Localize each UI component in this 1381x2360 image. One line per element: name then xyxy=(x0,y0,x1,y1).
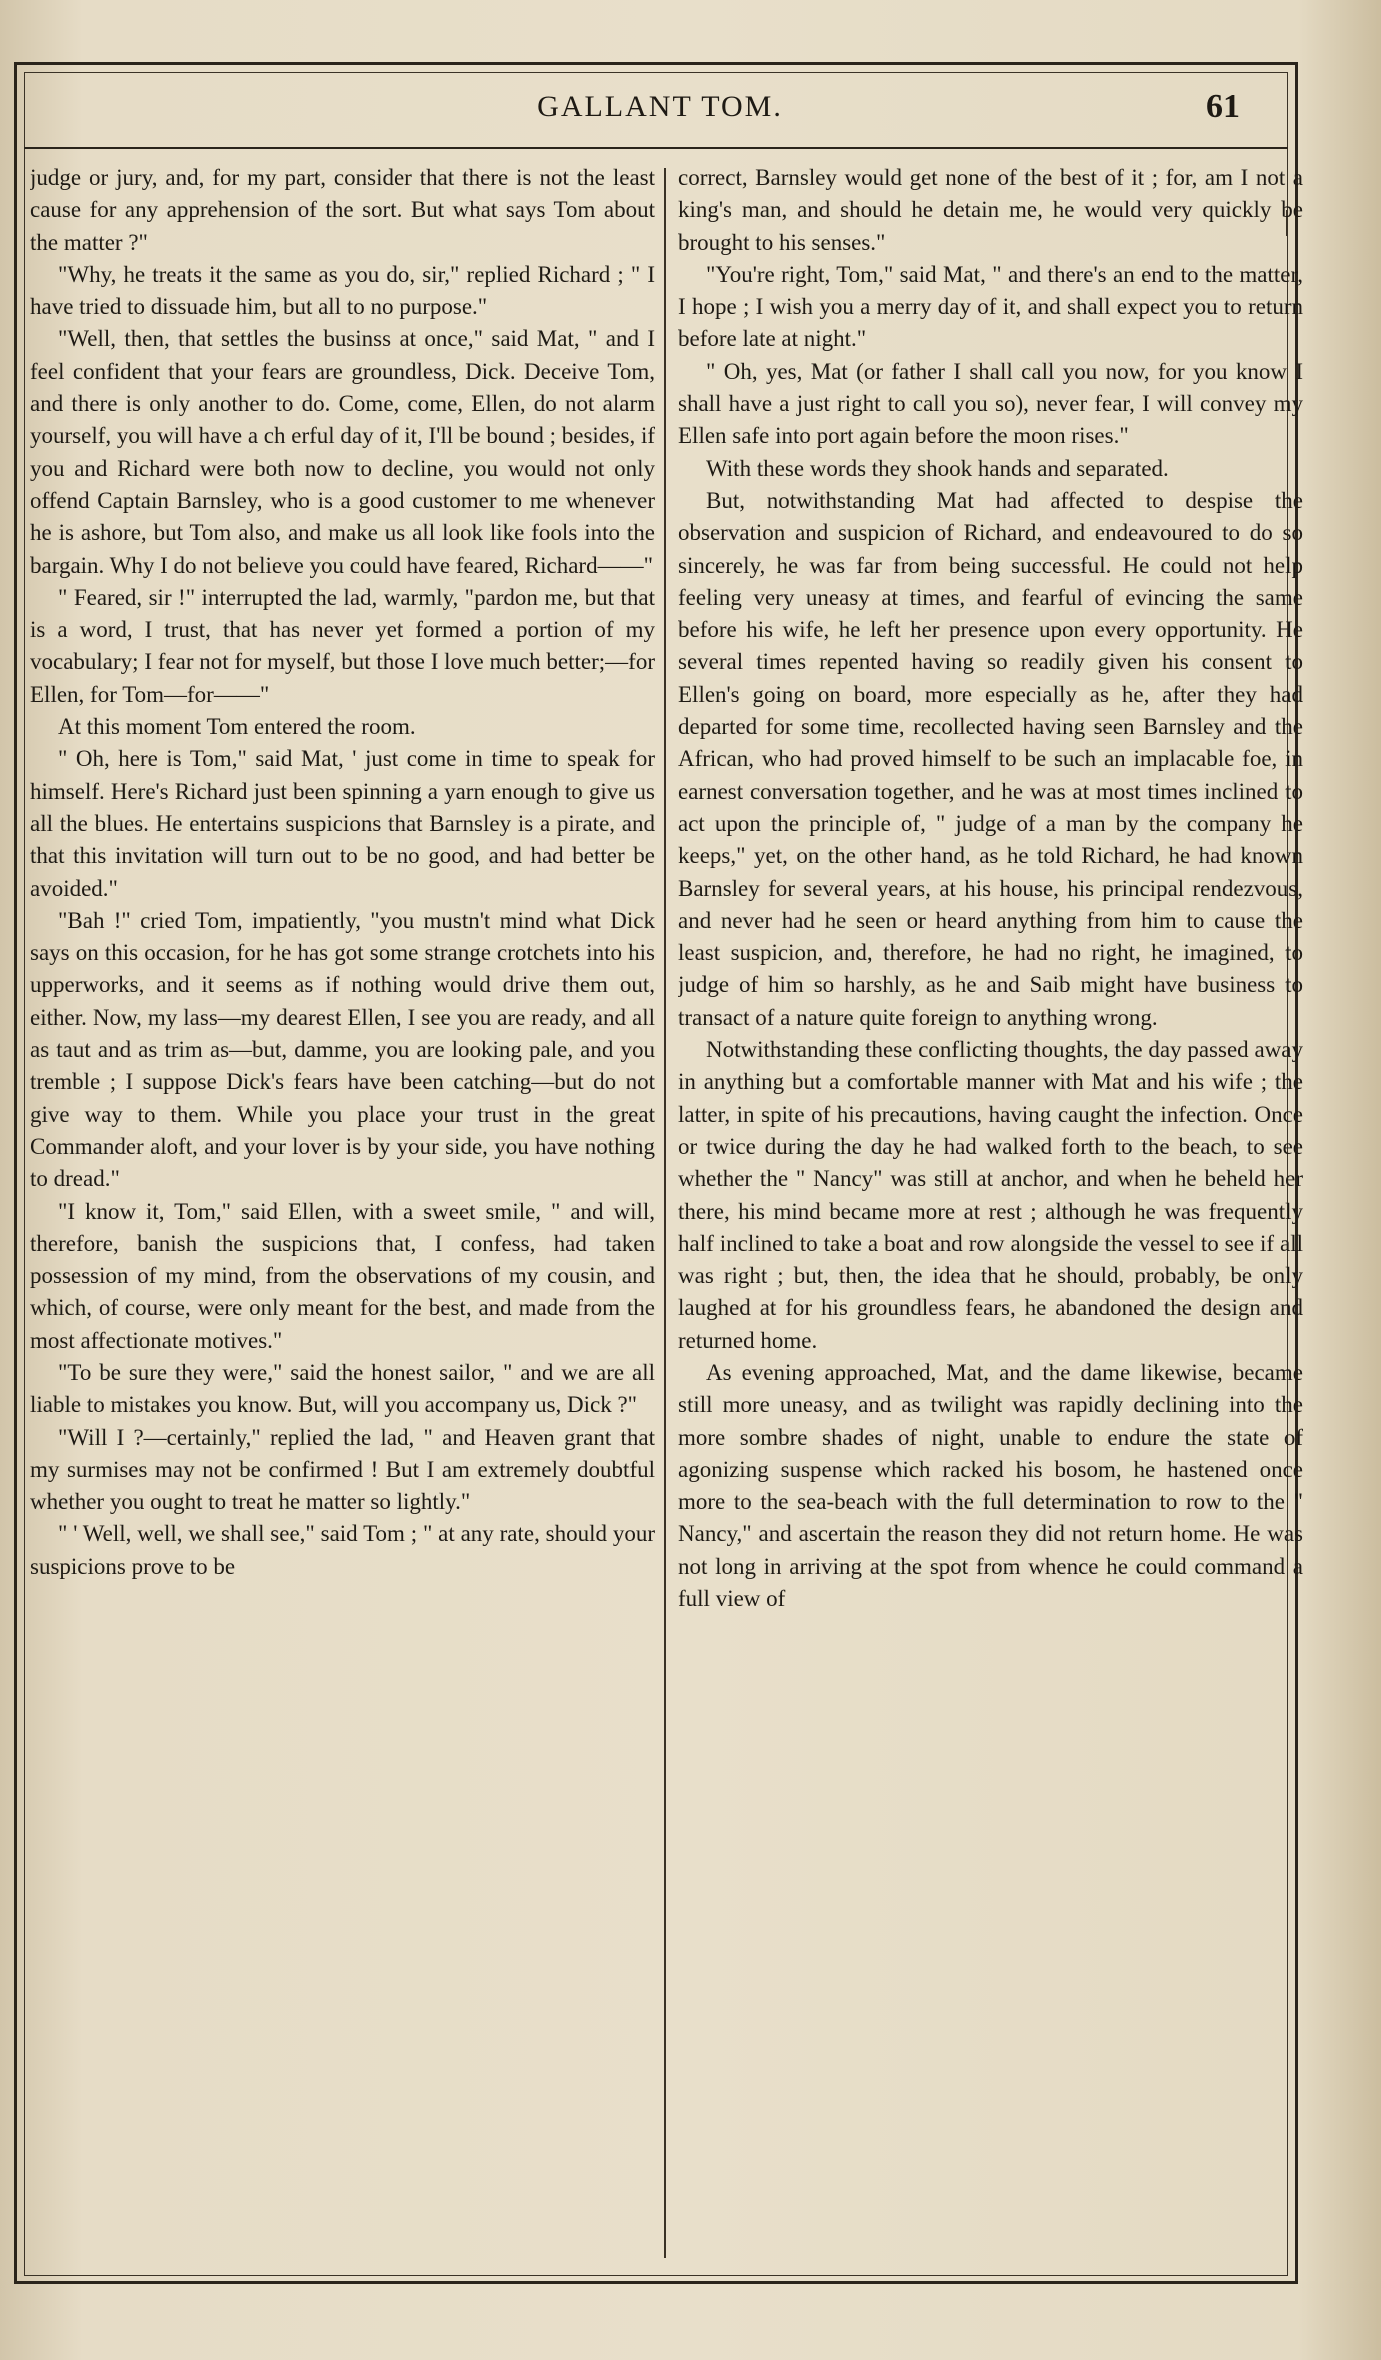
header-rule xyxy=(24,147,1288,149)
paragraph: "You're right, Tom," said Mat, " and there's an end to the matter, I hope ; I wish you a merry day of it, and shall expect you to return before late at night." xyxy=(678,261,1303,352)
left-column xyxy=(30,162,655,2272)
paragraph: As evening approached, Mat, and the dame likewise, became still more uneasy, and as twilight was rapidly declining into the more sombre shades of night, unable to endure the state of agonizing suspense which racked his bosom, he hastened once more to the sea-beach with the full determination to row to the " Nancy," and ascertain the reason they did not return home. He was not long in arriving at the spot from whence he could command a full view of xyxy=(678,1359,1303,1612)
paragraph: "Bah !" cried Tom, impatiently, "you mustn't mind what Dick says on this occasion, for he has got some strange crotchets into his upperworks, and it seems as if nothing would drive them out, either. Now, my lass—my dearest Ellen, I see you are ready, and all as taut and as trim as—but, damme, you are looking pale, and you tremble ; I suppose Dick's fears have been catching—but do not give way to them. While you place your trust in the great Commander aloft, and your lover is by your side, you have nothing to dread." xyxy=(30,907,655,1192)
paragraph: "I know it, Tom," said Ellen, with a sweet smile, " and will, therefore, banish the suspicions that, I confess, had taken possession of my mind, from the observations of my cousin, and which, of course, were only meant for the best, and made from the most affectionate motives." xyxy=(30,1198,655,1353)
paragraph: " Feared, sir !" interrupted the lad, warmly, "pardon me, but that is a word, I trust, that has never yet formed a portion of my vocabulary; I fear not for myself, but those I love much better;—for Ellen, for Tom—for——" xyxy=(30,584,655,707)
paragraph: But, notwithstanding Mat had affected to despise the observation and suspicion of Richard, and endeavoured to do so sincerely, he was far from being successful. He could not help feeling very uneasy at times, and fearful of evincing the same before his wife, he left her presence upon every opportunity. He several times repented having so readily given his consent to Ellen's going on board, more especially as he, after they had departed for some time, recollected having seen Barnsley and the African, who had proved himself to be such an implacable foe, in earnest conversation together, and he was at most times inclined to act upon the principle of, " judge of a man by the company he keeps," yet, on the other hand, as he told Richard, he had known Barnsley for several years, at his house, his principal rendezvous, and never had he seen or heard anything from him to cause the least suspicion, and, therefore, he had no right, he imagined, to judge of him so harshly, as he and Saib might have business to transact of a nature quite foreign to anything wrong. xyxy=(678,487,1303,1030)
running-title: GALLANT TOM. xyxy=(537,90,783,123)
paragraph: With these words they shook hands and separated. xyxy=(706,455,1169,481)
paragraph: correct, Barnsley would get none of the best of it ; for, am I not a king's man, and should he detain me, he would very quickly be brought to his senses." xyxy=(678,165,1303,255)
paragraph: " ' Well, well, we shall see," said Tom ; " at any rate, should your suspicions prove to be xyxy=(30,1521,655,1579)
paragraph: " Oh, yes, Mat (or father I shall call you now, for you know I shall have a just right to call you so), never fear, I will convey my Ellen safe into port again before the moon rises." xyxy=(678,358,1303,449)
paragraph: "Will I ?—certainly," replied the lad, " and Heaven grant that my surmises may not be confirmed ! But I am extremely doubtful whether you ought to treat he matter so lightly." xyxy=(30,1424,655,1515)
page-number: 61 xyxy=(1206,88,1240,125)
paragraph: Notwithstanding these conflicting thoughts, the day passed away in anything but a comfortable manner with Mat and his wife ; the latter, in spite of his precautions, having caught the infection. Once or twice during the day he had walked forth to the beach, to see whether the " Nancy" was still at anchor, and when he beheld her there, his mind became more at rest ; although he was frequently half inclined to take a boat and row alongside the vessel to see if all was right ; but, then, the idea that he should, probably, be only laughed at for his groundless fears, he abandoned the design and returned home. xyxy=(678,1037,1303,1353)
paragraph: "Why, he treats it the same as you do, sir," replied Richard ; " I have tried to dissuade him, but all to no purpose." xyxy=(30,261,655,320)
paragraph: judge or jury, and, for my part, consider that there is not the least cause for any apprehension of the sort. But what says Tom about the matter ?" xyxy=(30,165,655,255)
right-column xyxy=(678,162,1303,2272)
column-divider xyxy=(664,168,666,2258)
paragraph: At this moment Tom entered the room. xyxy=(58,714,416,740)
paragraph: " Oh, here is Tom," said Mat, ' just come in time to speak for himself. Here's Richard just been spinning a yarn enough to give us all the blues. He entertains suspicions that Barnsley is a pirate, and that this invitation will turn out to be no good, and had better be avoided." xyxy=(30,746,655,901)
paragraph: "To be sure they were," said the honest sailor, " and we are all liable to mistakes you know. But, will you accompany us, Dick ?" xyxy=(30,1359,655,1418)
paragraph: "Well, then, that settles the businss at once," said Mat, " and I feel confident that your fears are groundless, Dick. Deceive Tom, and there is only another to do. Come, come, Ellen, do not alarm yourself, you will have a ch erful day of it, I'll be bound ; besides, if you and Richard were both now to decline, you would not only offend Captain Barnsley, who is a good customer to me whenever he is ashore, but Tom also, and make us all look like fools into the bargain. Why I do not believe you could have feared, Richard——" xyxy=(30,326,655,578)
